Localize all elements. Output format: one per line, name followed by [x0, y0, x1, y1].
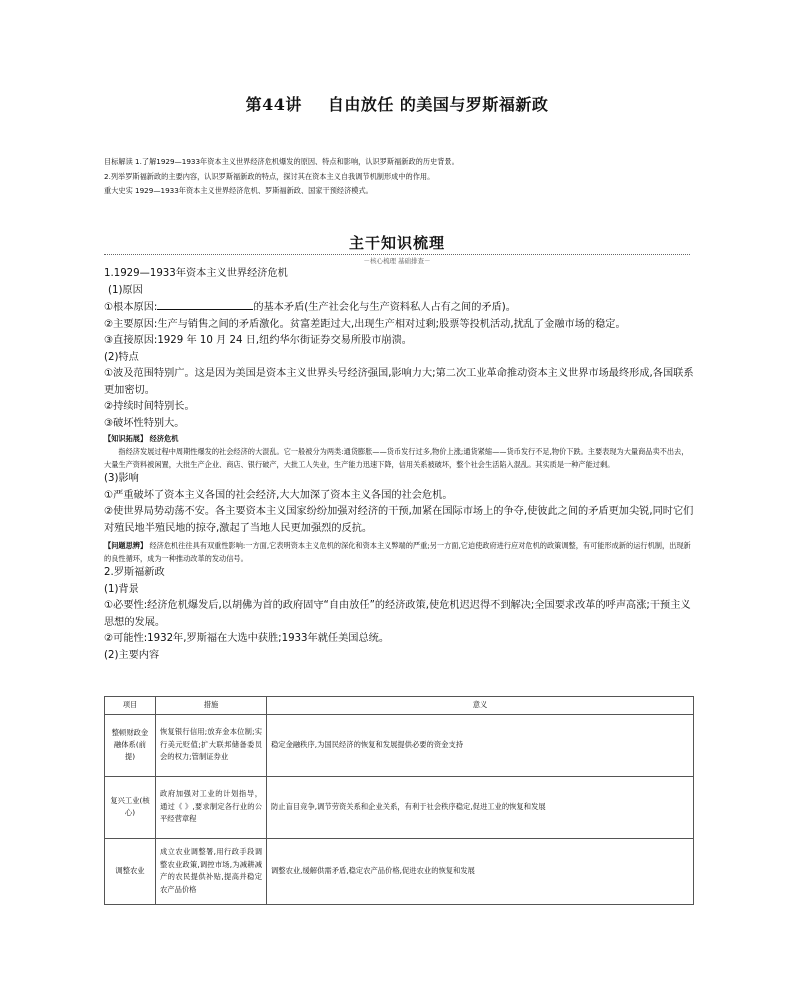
lesson-number: 第44讲 [245, 95, 302, 114]
learning-objectives [104, 155, 704, 199]
lesson-topic: 自由放任 的美国与罗斯福新政 [327, 95, 549, 114]
question-label: 【问题思辨】 [104, 541, 148, 550]
table-cell-meaning: 稳定金融秩序,为国民经济的恢复和发展提供必要的资金支持 [267, 714, 694, 776]
feature-1: ①波及范围特别广。这是因为美国是资本主义世界头号经济强国,影响力大;第二次工业革命推动资本主义世界市场最终形成,各国联系更加密切。 [104, 368, 694, 396]
table-cell-meaning: 调整农业,缓解供需矛盾,稳定农产品价格,促进农业的恢复和发展 [267, 838, 694, 904]
table-cell-measure: 政府加强对工业的计划指导，通过《 》,要求制定各行业的公平经营章程 [156, 776, 267, 838]
table-row [105, 714, 694, 776]
cause-1-rest: 的基本矛盾(生产社会化与生产资料私人占有之间的矛盾)。 [253, 302, 516, 313]
cause-3: ③直接原因:1929 年 10 月 24 日,纽约华尔街证券交易所股市崩溃。 [104, 335, 412, 346]
question-note [104, 539, 694, 565]
table-cell-item: 整顿财政金融体系(前提) [105, 714, 156, 776]
section-subtitle: －核心梳理 基础排查－ [363, 257, 431, 265]
objective-line: 重大史实 1929—1933年资本主义世界经济危机、罗斯福新政、国家干预经济模式。 [104, 186, 373, 195]
new-deal-table [104, 696, 694, 905]
feature-heading: (2)特点 [104, 351, 139, 363]
feature-2: ②持续时间特别长。 [104, 401, 195, 412]
column-header: 措施 [156, 697, 267, 715]
knowledge-extension-label: 【知识拓展】 经济危机 [104, 434, 179, 443]
impact-1: ①严重破坏了资本主义各国的社会经济,大大加深了资本主义各国的社会危机。 [104, 489, 453, 501]
column-header: 意义 [267, 697, 694, 715]
knowledge-extension-text: 指经济发展过程中周期性爆发的社会经济的大混乱。它一般被分为两类:通货膨胀——货币发行过多,物价上涨;通货紧缩——货币发行不足,物价下跌。主要表现为大量商品卖不出去，大量生产资料被闲置，大批生产企业、商店、银行破产，大批工人失业，生产能力迅速下降，信用关系被破坏，整个社会生活陷入混乱。其实质是一种产能过剩。 [104, 447, 689, 469]
impact-2: ②使世界局势动荡不安。各主要资本主义国家纷纷加强对经济的干预,加紧在国际市场上的争夺,使彼此之间的矛盾更加尖锐,同时它们对殖民地半殖民地的掠夺,激起了当地人民更加强烈的反抗。 [104, 506, 694, 534]
table-row [105, 838, 694, 904]
table-header-row [105, 697, 694, 715]
cause-heading: (1)原因 [108, 284, 143, 296]
question-text: 经济危机往往具有双重性影响:一方面,它表明资本主义危机的深化和资本主义弊端的严重;另一方面,它迫使政府进行应对危机的政策调整，有可能形成新的运行机制，出现新的良性循环，成为一种推动改革的发动信号。 [104, 541, 691, 563]
table-row [105, 776, 694, 838]
section-divider [104, 254, 690, 255]
background-heading: (1)背景 [104, 583, 139, 595]
table-cell-item: 调整农业 [105, 838, 156, 904]
fill-in-blank[interactable] [157, 299, 253, 310]
content-heading: (2)主要内容 [104, 649, 160, 661]
part2-heading: 2.罗斯福新政 [104, 567, 165, 578]
table-cell-item: 复兴工业(核心) [105, 776, 156, 838]
section-header [104, 232, 690, 265]
section-title: 主干知识梳理 [348, 234, 445, 252]
background-2: ②可能性:1932年,罗斯福在大选中获胜;1933年就任美国总统。 [104, 633, 390, 644]
cause-1-lead: ①根本原因: [104, 302, 158, 313]
main-content [104, 266, 694, 664]
cause-1 [104, 299, 694, 317]
feature-3: ③破坏性特别大。 [104, 417, 185, 429]
cause-2: ②主要原因:生产与销售之间的矛盾激化。贫富差距过大,出现生产相对过剩;股票等投机活动,扰乱了金融市场的稳定。 [104, 318, 626, 330]
table-cell-measure: 成立农业调整署,用行政手段调整农业政策,调控市场,为减耕减产的农民提供补贴,提高并稳定农产品价格 [156, 838, 267, 904]
part1-heading: 1.1929—1933年资本主义世界经济危机 [104, 268, 288, 279]
impact-heading: (3)影响 [104, 473, 139, 484]
table-cell-measure: 恢复银行信用;放弃金本位制;实行美元贬值;扩大联邦储备委员会的权力;管制证券业 [156, 714, 267, 776]
objective-line: 目标解读 1.了解1929—1933年资本主义世界经济危机爆发的原因、特点和影响，认识罗斯福新政的历史背景。 [104, 157, 459, 166]
table-cell-meaning: 防止盲目竞争,调节劳资关系和企业关系，有利于社会秩序稳定,促进工业的恢复和发展 [267, 776, 694, 838]
objective-line: 2.列举罗斯福新政的主要内容，认识罗斯福新政的特点，探讨其在资本主义自我调节机制形成中的作用。 [104, 171, 435, 181]
column-header: 项目 [105, 697, 156, 715]
background-1: ①必要性:经济危机爆发后,以胡佛为首的政府固守“自由放任”的经济政策,使危机迟迟得不到解决;全国要求改革的呼声高涨;干预主义思想的发展。 [104, 600, 691, 628]
lesson-title [0, 92, 794, 115]
